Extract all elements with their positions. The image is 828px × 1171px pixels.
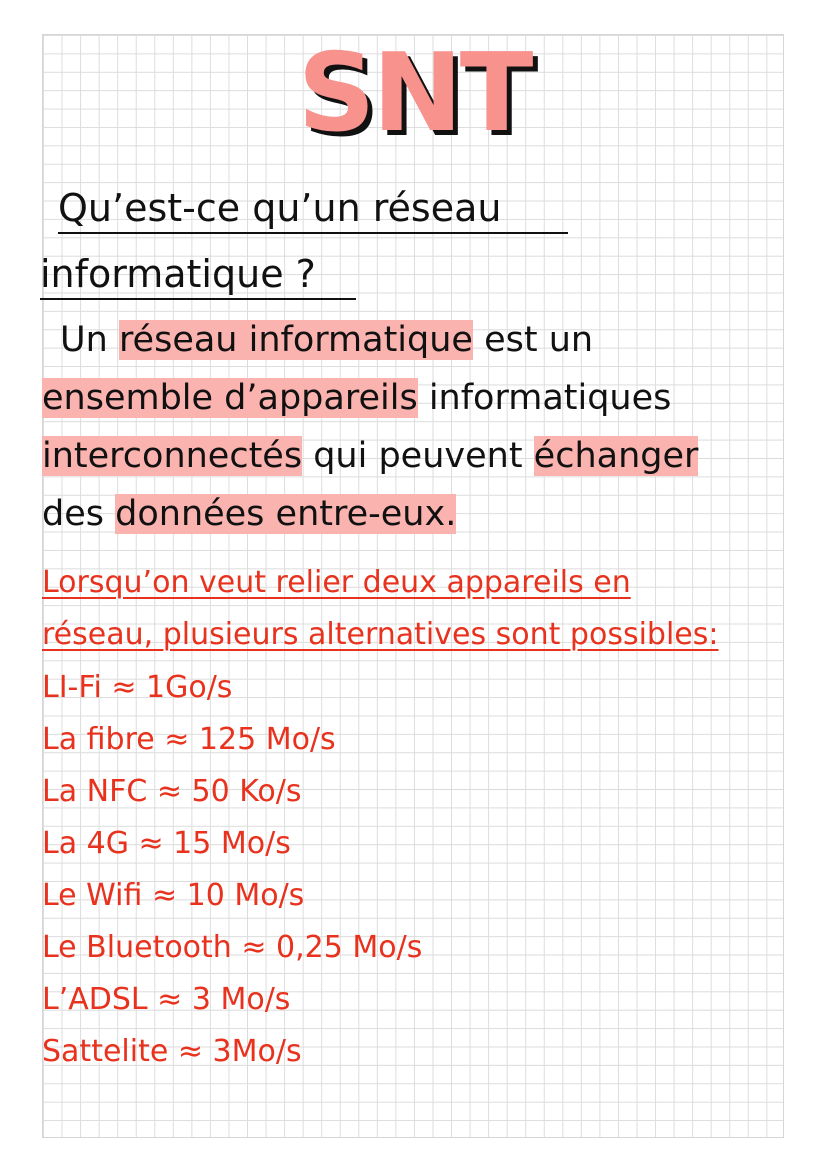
definition-line-3: [42, 434, 698, 478]
definition-line-1: [60, 318, 593, 362]
alternative-item: Le Bluetooth ≈ 0,25 Mo/s: [42, 930, 423, 965]
heading-line-2: informatique ?: [40, 252, 316, 296]
definition-line-4: [42, 492, 456, 536]
highlight-term: échanger: [533, 436, 699, 476]
alternative-item: Sattelite ≈ 3Mo/s: [42, 1034, 302, 1069]
page-title: SNT: [297, 31, 531, 156]
alternative-item: La NFC ≈ 50 Ko/s: [42, 774, 302, 809]
alternative-item: L’ADSL ≈ 3 Mo/s: [42, 982, 291, 1017]
alternative-item: LI-Fi ≈ 1Go/s: [42, 670, 233, 705]
definition-text: est un: [472, 320, 594, 360]
definition-line-2: [42, 376, 671, 420]
definition-text: des: [42, 494, 116, 534]
definition-text: Un: [60, 320, 119, 360]
heading-underline-2: [40, 298, 356, 300]
highlight-term: ensemble d’appareils: [42, 378, 418, 418]
highlight-term: réseau informatique: [118, 320, 473, 360]
definition-text: qui peuvent: [302, 436, 534, 476]
alternative-item: Le Wifi ≈ 10 Mo/s: [42, 878, 305, 913]
definition-text: informatiques: [417, 378, 672, 418]
intro-line-2: réseau, plusieurs alternatives sont possibles:: [42, 617, 719, 652]
intro-line-1: Lorsqu’on veut relier deux appareils en: [42, 565, 631, 600]
heading-line-1: Qu’est-ce qu’un réseau: [58, 186, 502, 230]
highlight-term: interconnectés: [42, 436, 303, 476]
alternative-item: La 4G ≈ 15 Mo/s: [42, 826, 291, 861]
highlight-term: données entre-eux.: [115, 494, 457, 534]
alternative-item: La fibre ≈ 125 Mo/s: [42, 722, 336, 757]
heading-underline-1: [58, 232, 568, 234]
